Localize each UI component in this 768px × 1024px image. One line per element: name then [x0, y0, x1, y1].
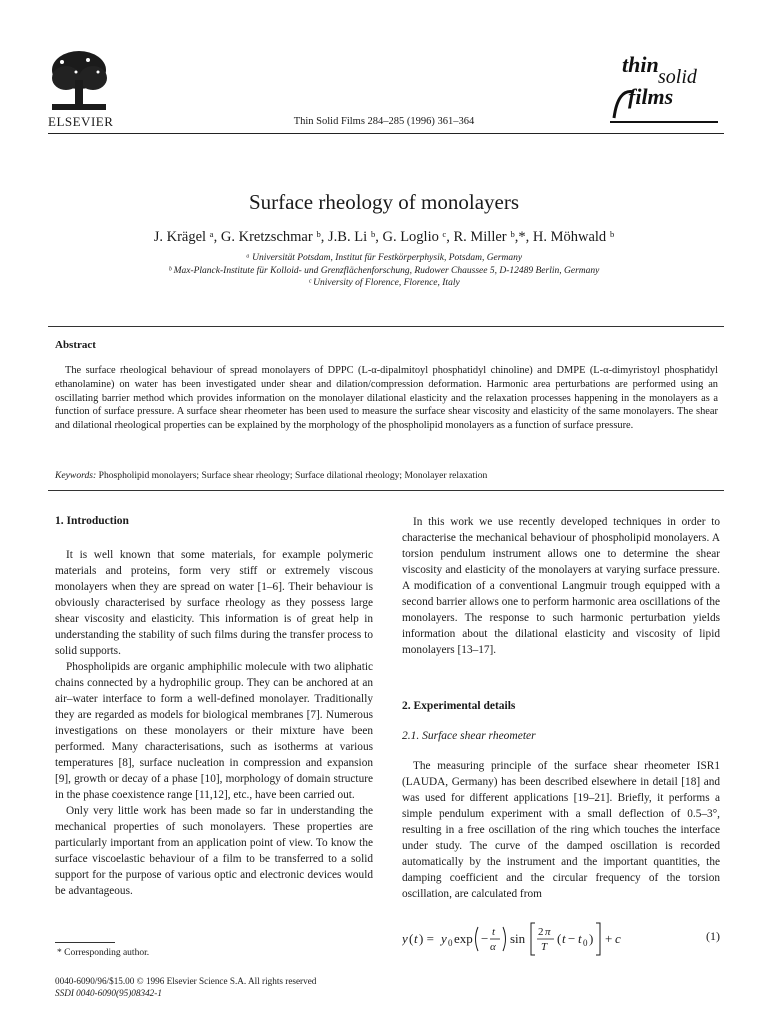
svg-text:0: 0 [448, 938, 453, 948]
abstract-top-rule [48, 326, 724, 327]
elsevier-tree-logo [48, 48, 110, 114]
svg-text:t: t [492, 926, 496, 938]
svg-text:) =: ) = [419, 931, 434, 946]
svg-text:y: y [441, 931, 447, 946]
journal-reference: Thin Solid Films 284–285 (1996) 361–364 [293, 116, 475, 127]
abstract-bottom-rule [48, 490, 724, 491]
header-rule [48, 133, 724, 134]
paragraph: Phospholipids are organic amphiphilic molecule with two aliphatic chains connected by a hydrophilic group. They can be anchored at an air–water interface to form a well-defined monolayer. Traditionally they are regarded as models for biological membranes [7]. Numerous investigations on these monolayers or their mixture have been performed. Many characterisations, such as isotherms at various temperatures [8], surface nucleation in compression and expansion [9], growth or decay of a phase [10], morphology of domain structure in the phase coexistence range [11,12], etc., have been carried out. [55, 661, 373, 801]
paragraph: Only very little work has been made so far in understanding the mechanical properties of such monolayers. These properties are particularly important from an application point of view. To know the surface viscoelastic behaviour of a film to be transferred to a solid support for the purpose of various optic and electronic devices would be advantageous. [55, 805, 373, 897]
svg-text:c: c [615, 931, 621, 946]
abstract-body: The surface rheological behaviour of spread monolayers of DPPC (L-α-dipalmitoyl phosphatidyl chinoline) and DMPE (L-α-dimyristoyl phosphatidyl ethanolamine) on water has been investigated under shear and dilation/compression deformation. Harmonic area perturbations are performed using an oscillating barrier method which provides information on the monolayer dilational elasticity and the relaxation processes happening in the monolayers as a function of surface pressure. A surface shear rheometer has been used to measure the surface shear viscosity and elasticity of the same monolayers. The shear and dilational rheological properties can be explained by the morphology of the phospholipid monolayers as a function of surface pressure. [55, 365, 718, 432]
keywords-line [55, 470, 718, 481]
equation-number: (1) [706, 929, 720, 943]
affiliation-b: ᵇ Max-Planck-Institute für Kolloid- und Grenzflächenforschung, Rudower Chaussee 5, D-12489 Berlin, Germany [168, 265, 600, 276]
svg-text:(: ( [557, 931, 562, 946]
thin-solid-films-logo: thin solid films [594, 48, 724, 124]
paragraph: In this work we use recently developed techniques in order to characterise the mechanical behaviour of phospholipid monolayers. A torsion pendulum instrument allows one to determine the shear viscosity and elasticity of the monolayers at varying surface pressure. A modification of a conventional Langmuir trough equipped with a second barrier allows one to perform harmonic area oscillations of the monolayers. The response to such harmonic perturbation yields information about the dilational elasticity and viscosity of lipid monolayers [13–17]. [402, 516, 720, 656]
paragraph: The measuring principle of the surface shear rheometer ISR1 (LAUDA, Germany) has been described elsewhere in detail [18] and was used for different applications [19–21]. Briefly, it performs a simple pendulum experiment with a small deflection of 0.5–3°, resulting in a free oscillation of the ring which touches the interface under study. The curve of the damped oscillation is recorded automatically by the instrument and the important quantities, the damping coefficient and the circular frequency of the torsion oscillation, are calculated from [402, 760, 720, 900]
section-heading-introduction: 1. Introduction [55, 515, 129, 527]
paper-title: Surface rheology of monolayers [249, 190, 519, 214]
abstract-heading: Abstract [55, 339, 96, 351]
svg-text:T: T [541, 941, 548, 953]
ssdi-line: SSDI 0040-6090(95)08342-1 [55, 988, 162, 998]
subsection-heading-shear-rheometer: 2.1. Surface shear rheometer [402, 730, 536, 742]
right-column-intro [402, 514, 720, 658]
svg-text:2: 2 [538, 926, 544, 938]
copyright-notice [55, 975, 316, 999]
right-column-body [402, 758, 720, 902]
affiliation-a: ᵃ Universität Potsdam, Institut für Festkörperphysik, Potsdam, Germany [245, 253, 523, 263]
svg-text:): ) [589, 931, 594, 946]
svg-text:t: t [562, 931, 566, 946]
svg-text:+: + [605, 931, 613, 946]
svg-text:−: − [481, 931, 489, 946]
svg-text:exp: exp [454, 931, 473, 946]
svg-text:y: y [402, 931, 408, 946]
svg-text:t: t [414, 931, 418, 946]
affiliations [0, 252, 768, 290]
keywords-label: Keywords: [55, 470, 97, 481]
svg-text:−: − [568, 931, 576, 946]
publisher-name: ELSEVIER [48, 114, 114, 129]
svg-text:α: α [490, 941, 496, 953]
svg-text:sin: sin [510, 931, 526, 946]
paragraph: It is well known that some materials, for example polymeric materials and proteins, form very stiff or extremely viscous monolayers when they are spread on water [1–6]. Their behaviour is obviously characterised by surface rheology as they possess large shear viscosity and elasticity. This information is of great help in understanding the stability of such films during the transfer process to solid supports. [55, 549, 373, 657]
author-list: J. Krägel ᵃ, G. Kretzschmar ᵇ, J.B. Li ᵇ, G. Loglio ᶜ, R. Miller ᵇ,*, H. Möhwald ᵇ [153, 229, 615, 245]
svg-text:(: ( [409, 931, 414, 946]
section-heading-experimental: 2. Experimental details [402, 700, 516, 712]
keywords-list: Phospholipid monolayers; Surface shear rheology; Surface dilational rheology; Monolayer relaxation [98, 470, 488, 481]
corresponding-author-footnote: * Corresponding author. [57, 948, 150, 958]
equation-1 [402, 919, 720, 959]
svg-text:π: π [545, 926, 551, 938]
svg-text:t: t [578, 931, 582, 946]
equation-formula [402, 919, 682, 959]
copyright-line: 0040-6090/96/$15.00 © 1996 Elsevier Science S.A. All rights reserved [55, 976, 317, 986]
svg-text:0: 0 [583, 938, 588, 948]
affiliation-c: ᶜ University of Florence, Florence, Italy [308, 278, 460, 288]
footnote-rule [55, 942, 115, 943]
left-column-body [55, 547, 373, 899]
